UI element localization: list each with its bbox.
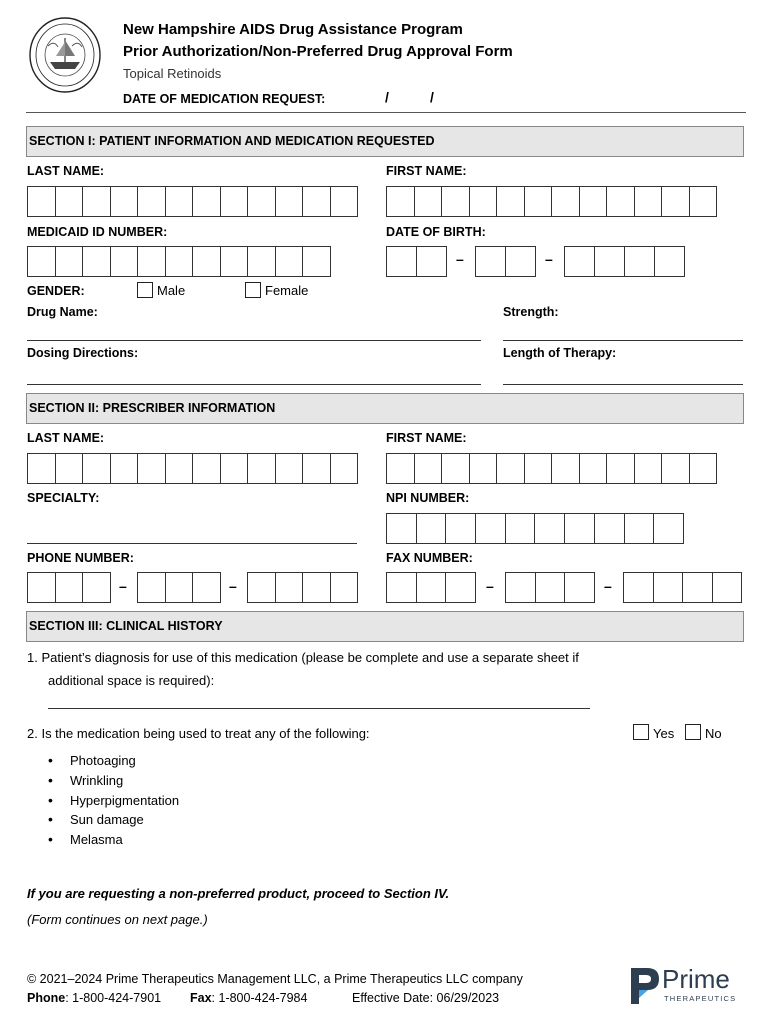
specialty-line[interactable]: [27, 543, 357, 544]
male-checkbox[interactable]: [137, 282, 153, 298]
continues-note: (Form continues on next page.): [27, 912, 208, 927]
form-subtitle: Prior Authorization/Non-Preferred Drug Approval Form: [123, 43, 513, 60]
logo-wordmark: Prime: [662, 964, 730, 994]
phone-label: Phone: [27, 991, 66, 1005]
fax-number: : 1-800-424-7984: [211, 991, 308, 1005]
dob-month-boxes[interactable]: [386, 246, 446, 277]
prescriber-first-name-boxes[interactable]: [386, 453, 716, 484]
yes-checkbox[interactable]: [633, 724, 649, 740]
patient-last-name-label: LAST NAME:: [27, 164, 105, 178]
fax-label: Fax: [190, 991, 212, 1005]
question-1: 1. Patient’s diagnosis for use of this medication (please be complete and use a separate sheet if: [27, 650, 579, 665]
fax-dash: –: [604, 578, 612, 594]
list-item: • Wrinkling: [48, 773, 179, 793]
dob-dash: –: [545, 251, 553, 267]
phone-line-boxes[interactable]: [247, 572, 357, 603]
list-item: • Sun damage: [48, 812, 179, 832]
footer-phone: [27, 991, 161, 1005]
fax-prefix-boxes[interactable]: [505, 572, 594, 603]
phone-prefix-boxes[interactable]: [137, 572, 220, 603]
section-3-header: SECTION III: CLINICAL HISTORY: [26, 611, 744, 642]
female-label: Female: [265, 283, 309, 298]
gender-label: GENDER:: [27, 284, 85, 298]
date-separator: /: [385, 89, 389, 105]
fax-line-boxes[interactable]: [623, 572, 741, 603]
form-category: Topical Retinoids: [123, 66, 222, 81]
diagnosis-line[interactable]: [48, 708, 590, 709]
phone-area-boxes[interactable]: [27, 572, 110, 603]
nonpreferred-note: If you are requesting a non-preferred product, proceed to Section IV.: [27, 886, 450, 901]
list-item: • Melasma: [48, 832, 179, 852]
prime-logo-icon: [631, 968, 659, 1004]
male-label: Male: [157, 283, 186, 298]
question-1-cont: additional space is required):: [48, 673, 215, 688]
strength-line[interactable]: [503, 340, 743, 341]
specialty-label: SPECIALTY:: [27, 491, 100, 505]
drug-name-line[interactable]: [27, 340, 481, 341]
yes-label: Yes: [653, 726, 675, 741]
npi-boxes[interactable]: [386, 513, 683, 544]
phone-dash: –: [119, 578, 127, 594]
list-item: • Hyperpigmentation: [48, 793, 179, 813]
phone-number: : 1-800-424-7901: [65, 991, 162, 1005]
section-1-header: SECTION I: PATIENT INFORMATION AND MEDICATION REQUESTED: [26, 126, 744, 157]
header-divider: [26, 112, 746, 113]
phone-dash: –: [229, 578, 237, 594]
length-label: Length of Therapy:: [503, 346, 617, 360]
dob-dash: –: [456, 251, 464, 267]
form-title: New Hampshire AIDS Drug Assistance Program: [123, 21, 463, 38]
patient-first-name-label: FIRST NAME:: [386, 164, 467, 178]
dosing-line[interactable]: [27, 384, 481, 385]
strength-label: Strength:: [503, 305, 559, 319]
date-separator: /: [430, 89, 434, 105]
prescriber-last-name-label: LAST NAME:: [27, 431, 105, 445]
footer-fax: [190, 991, 307, 1005]
question-2: 2. Is the medication being used to treat any of the following:: [27, 726, 370, 741]
patient-first-name-boxes[interactable]: [386, 186, 716, 217]
prescriber-first-name-label: FIRST NAME:: [386, 431, 467, 445]
medicaid-id-label: MEDICAID ID NUMBER:: [27, 225, 168, 239]
request-date-label: DATE OF MEDICATION REQUEST:: [123, 92, 326, 106]
dosing-label: Dosing Directions:: [27, 346, 139, 360]
no-checkbox[interactable]: [685, 724, 701, 740]
request-date-field[interactable]: [360, 86, 460, 108]
prescriber-last-name-boxes[interactable]: [27, 453, 357, 484]
dob-year-boxes[interactable]: [564, 246, 684, 277]
dob-label: DATE OF BIRTH:: [386, 225, 486, 239]
logo-tagline: THERAPEUTICS: [664, 994, 737, 1003]
dob-day-boxes[interactable]: [475, 246, 535, 277]
effective-date: Effective Date: 06/29/2023: [352, 991, 500, 1005]
list-item: • Photoaging: [48, 753, 179, 773]
female-checkbox[interactable]: [245, 282, 261, 298]
phone-label: PHONE NUMBER:: [27, 551, 134, 565]
npi-label: NPI NUMBER:: [386, 491, 470, 505]
fax-label: FAX NUMBER:: [386, 551, 473, 565]
no-label: No: [705, 726, 722, 741]
fax-area-boxes[interactable]: [386, 572, 475, 603]
conditions-list: [48, 753, 179, 852]
state-seal-icon: [28, 16, 102, 94]
medicaid-id-boxes[interactable]: [27, 246, 330, 277]
length-line[interactable]: [503, 384, 743, 385]
fax-dash: –: [486, 578, 494, 594]
drug-name-label: Drug Name:: [27, 305, 98, 319]
section-2-header: SECTION II: PRESCRIBER INFORMATION: [26, 393, 744, 424]
copyright: © 2021–2024 Prime Therapeutics Management LLC, a Prime Therapeutics LLC company: [27, 972, 523, 986]
patient-last-name-boxes[interactable]: [27, 186, 357, 217]
